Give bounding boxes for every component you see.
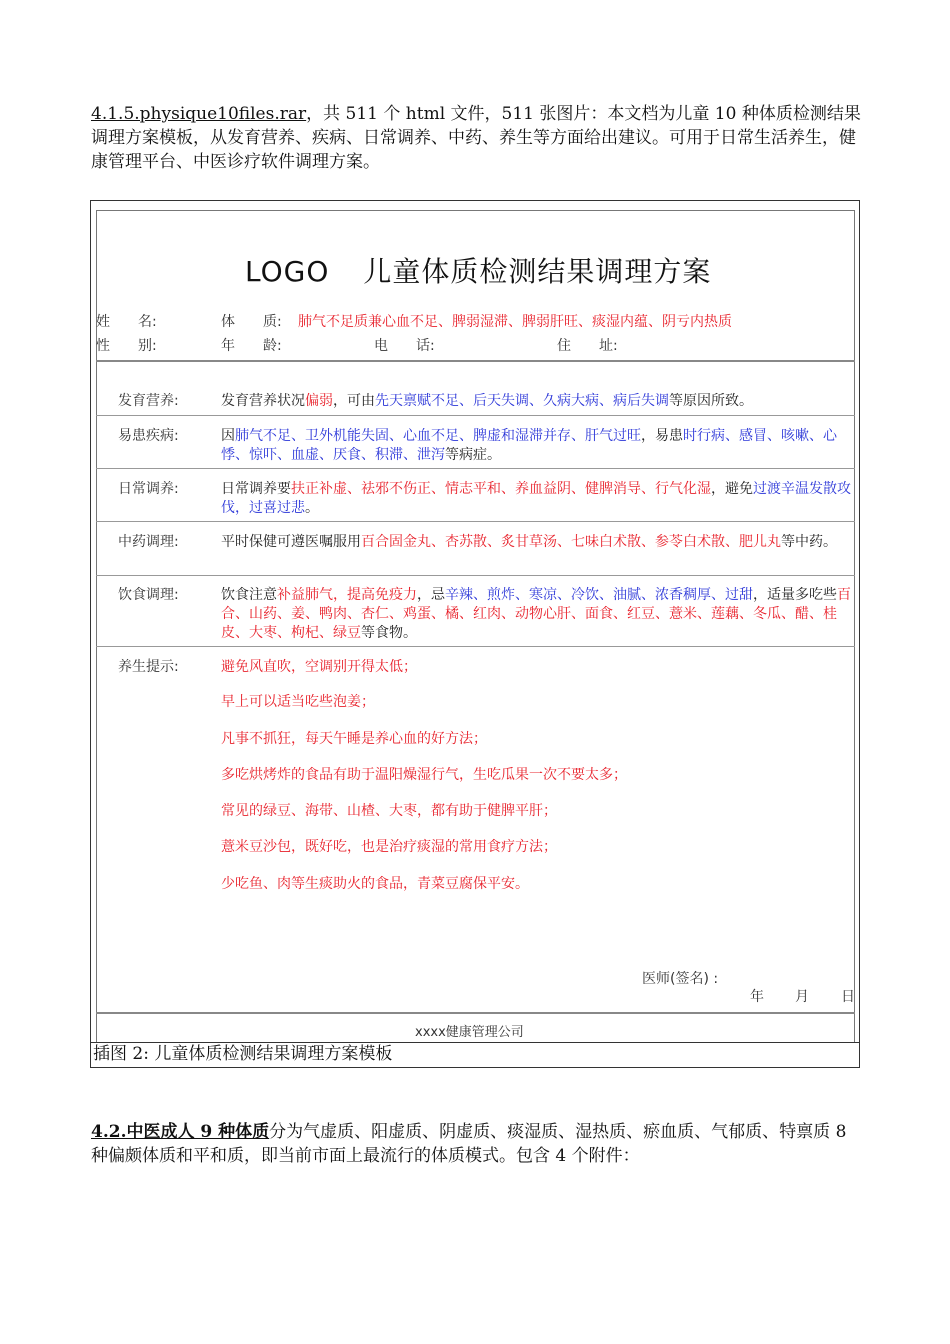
tip-item: 避免风直吹，空调别开得太低； bbox=[221, 659, 417, 675]
divider bbox=[96, 521, 855, 522]
divider bbox=[96, 415, 855, 416]
divider bbox=[96, 1012, 855, 1014]
date-year: 年 bbox=[750, 989, 764, 1005]
growth-label: 发育营养: bbox=[118, 393, 179, 409]
date-day: 日 bbox=[841, 989, 855, 1005]
daily-text: 日常调养要扶正补虚、祛邪不伤正、情志平和、养血益阴、健脾消导、行气化湿，避免过渡辛温发散攻伐，过喜过悲。 bbox=[221, 481, 851, 516]
daily-label: 日常调养: bbox=[118, 481, 179, 497]
divider bbox=[96, 468, 855, 469]
divider bbox=[96, 646, 855, 647]
section-42-paragraph bbox=[91, 1120, 861, 1168]
logo-text: LOGO bbox=[245, 255, 330, 288]
tip-item: 常见的绿豆、海带、山楂、大枣，都有助于健脾平肝； bbox=[221, 803, 557, 819]
sheet-title bbox=[245, 250, 711, 290]
company-name: xxxx健康管理公司 bbox=[415, 1025, 524, 1040]
section-42-heading[interactable]: 4.2.中医成人 9 种体质 bbox=[91, 1122, 270, 1142]
figure-caption: 插图 2: 儿童体质检测结果调理方案模板 bbox=[93, 1044, 393, 1064]
constitution-label: 体 质: bbox=[221, 314, 282, 330]
phone-label: 电 话: bbox=[374, 338, 435, 354]
intro-paragraph bbox=[91, 102, 861, 174]
tip-item: 薏米豆沙包，既好吃，也是治疗痰湿的常用食疗方法； bbox=[221, 839, 557, 855]
diet-text: 饮食注意补益肺气，提高免疫力，忌辛辣、煎炸、寒凉、冷饮、油腻、浓香稠厚、过甜，适量多吃些百合、山药、姜、鸭肉、杏仁、鸡蛋、橘、红肉、动物心肝、面食、红豆、薏米、莲藕、冬瓜、醋、桂皮、大枣、枸杞、绿豆等食物。 bbox=[221, 587, 851, 641]
gender-label: 性 别: bbox=[96, 338, 157, 354]
growth-text: 发育营养状况偏弱，可由先天禀赋不足、后天失调、久病大病、病后失调等原因所致。 bbox=[221, 393, 753, 409]
tip-item: 早上可以适当吃些泡姜； bbox=[221, 694, 375, 710]
date-month: 月 bbox=[795, 989, 809, 1005]
diet-label: 饮食调理: bbox=[118, 587, 179, 603]
divider bbox=[96, 360, 855, 362]
medicine-text: 平时保健可遵医嘱服用百合固金丸、杏苏散、炙甘草汤、七味白术散、参苓白术散、肥儿丸等中药。 bbox=[221, 534, 837, 550]
intro-text: ，共 511 个 html 文件，511 张图片：本文档为儿童 10 种体质检测结果调理方案模板，从发育营养、疾病、日常调养、中药、养生等方面给出建议。可用于日常生活养生，健康管理平台、中医诊疗软件调理方案。 bbox=[91, 104, 861, 172]
title-text: 儿童体质检测结果调理方案 bbox=[363, 255, 712, 288]
tips-label: 养生提示: bbox=[118, 659, 179, 675]
name-label: 姓 名: bbox=[96, 314, 157, 330]
age-label: 年 龄: bbox=[221, 338, 282, 354]
tip-item: 多吃烘烤炸的食品有助于温阳燥湿行气，生吃瓜果一次不要太多； bbox=[221, 767, 627, 783]
address-label: 住 址: bbox=[557, 338, 618, 354]
doctor-signature-label: 医师(签名) : bbox=[642, 971, 719, 987]
divider bbox=[96, 575, 855, 576]
file-link[interactable]: 4.1.5.physique10files.rar bbox=[91, 104, 307, 124]
medicine-label: 中药调理: bbox=[118, 534, 179, 550]
disease-label: 易患疾病: bbox=[118, 428, 179, 444]
disease-text: 因肺气不足、卫外机能失固、心血不足、脾虚和湿滞并存、肝气过旺，易患时行病、感冒、咳嗽、心悸、惊吓、血虚、厌食、积滞、泄泻等病症。 bbox=[221, 428, 837, 463]
constitution-value: 肺气不足质兼心血不足、脾弱湿滞、脾弱肝旺、痰湿内蕴、阴亏内热质 bbox=[298, 314, 732, 330]
tip-item: 少吃鱼、肉等生痰助火的食品，青菜豆腐保平安。 bbox=[221, 876, 529, 892]
section-42-text: 分为气虚质、阳虚质、阴虚质、痰湿质、湿热质、瘀血质、气郁质、特禀质 8 种偏颇体质和平和质，即当前市面上最流行的体质模式。包含 4 个附件： bbox=[91, 1122, 847, 1166]
tip-item: 凡事不抓狂，每天午睡是养心血的好方法； bbox=[221, 731, 487, 747]
